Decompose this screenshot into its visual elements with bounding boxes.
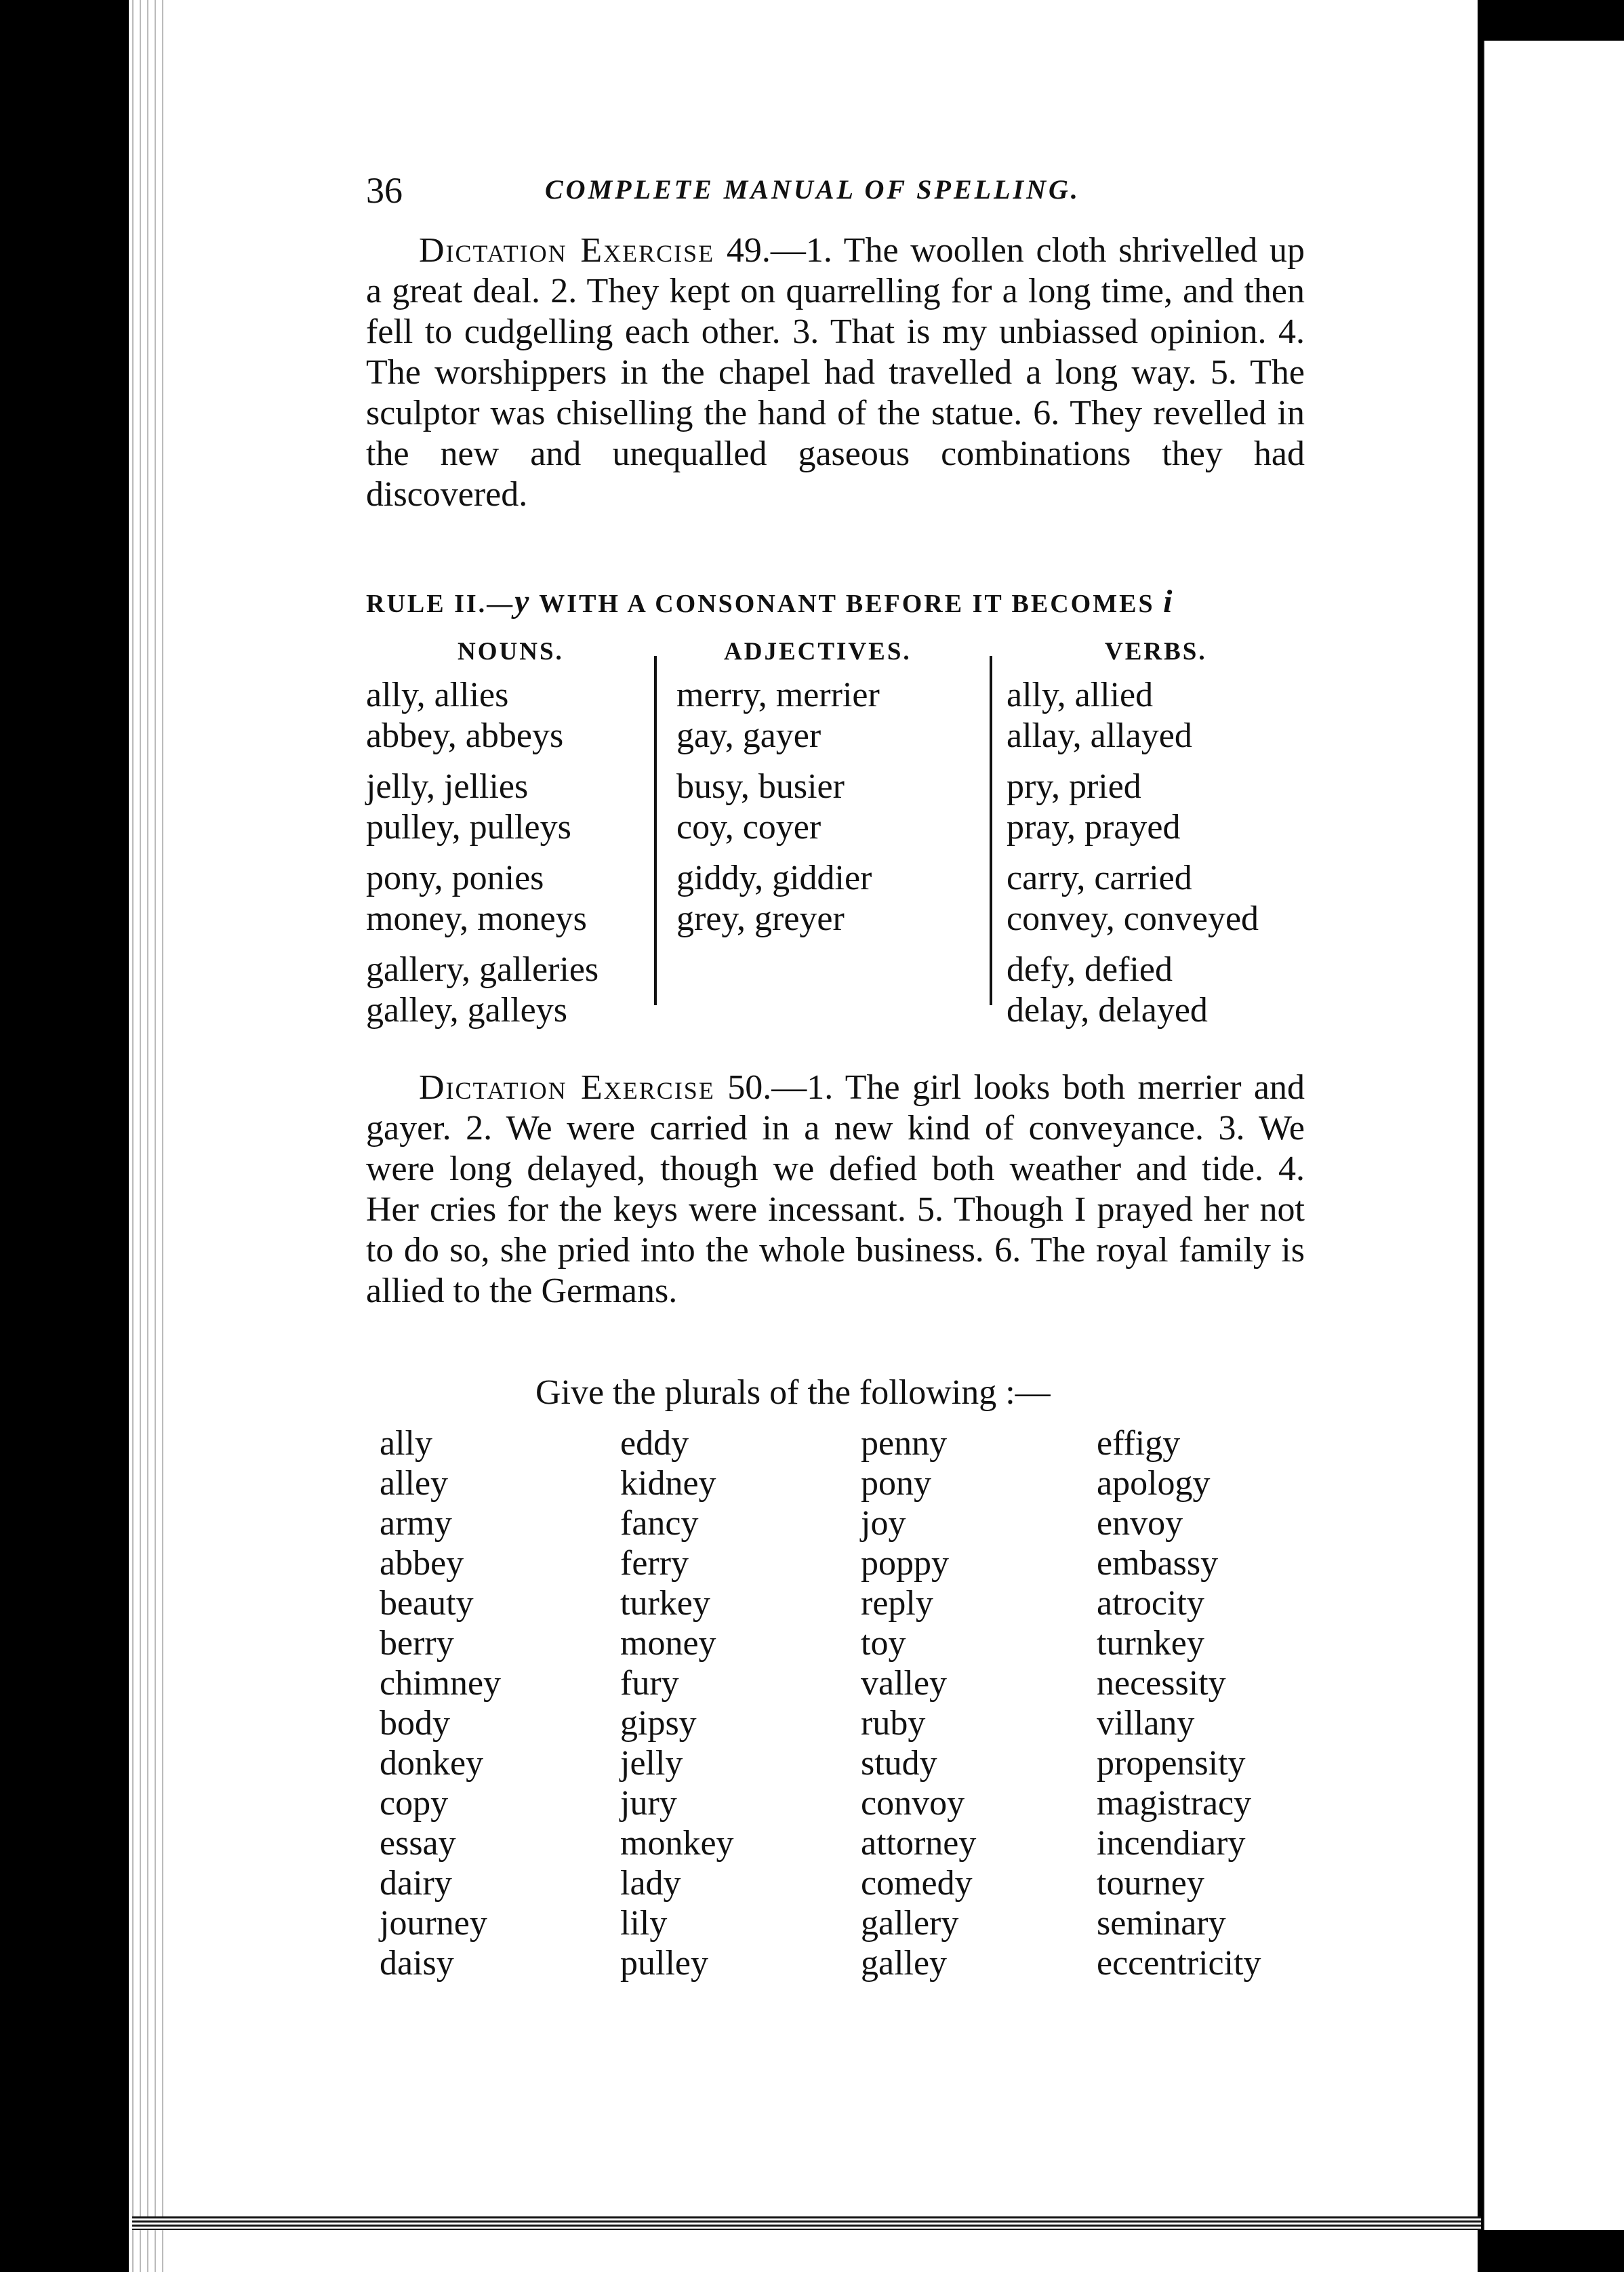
page-stack-left-edge — [129, 0, 167, 2272]
plural-word: magistracy — [1097, 1784, 1252, 1823]
plural-word: toy — [861, 1624, 906, 1663]
plural-word: seminary — [1097, 1904, 1226, 1943]
plurals-column-4 — [1097, 1423, 1261, 1983]
plural-word: donkey — [380, 1744, 484, 1783]
column-divider — [654, 656, 657, 1005]
dictation-exercise-49 — [366, 230, 1305, 515]
plural-word: ally — [380, 1424, 432, 1463]
plural-word: jelly — [620, 1744, 683, 1783]
plural-word: turkey — [620, 1584, 710, 1623]
plural-word: turnkey — [1097, 1624, 1204, 1663]
exercise-49-text: 49.—1. The woollen cloth shrivelled up a great deal. 2. They kept on quarrelling for a long time, and then fell to cudgelling each other. 3. That is my unbiassed opinion. 4. The worshippers in the chapel had travelled a long way. 5. The sculptor was chiselling the hand of the statue. 6. They revelled in the new and unequalled gaseous combinations they had discovered. — [366, 231, 1305, 514]
plural-word: effigy — [1097, 1424, 1181, 1463]
plurals-column-1 — [380, 1423, 501, 1983]
plural-word: army — [380, 1504, 452, 1543]
plural-word: journey — [380, 1904, 487, 1943]
plural-word: villany — [1097, 1704, 1195, 1743]
plural-word: eddy — [620, 1424, 689, 1463]
plural-word: tourney — [1097, 1864, 1204, 1903]
plural-word: copy — [380, 1784, 449, 1823]
plural-word: beauty — [380, 1584, 474, 1623]
plural-word: ferry — [620, 1544, 689, 1583]
plural-word: poppy — [861, 1544, 949, 1583]
rule-examples-table — [366, 637, 1305, 1044]
plural-word: abbey — [380, 1544, 464, 1583]
exercise-50-text: 50.—1. The girl looks both merrier and gayer. 2. We were carried in a new kind of conveyance. 3. We were long delayed, though we defied both weather and tide. 4. Her cries for the keys were incessant. 5. Though I prayed her not to do so, she pried into the whole business. 6. The royal family is allied to the Germans. — [366, 1068, 1305, 1310]
plural-word: gipsy — [620, 1704, 697, 1743]
plurals-column-2 — [620, 1423, 734, 1983]
plural-word: study — [861, 1744, 937, 1783]
adjectives-header: ADJECTIVES. — [724, 638, 912, 666]
plural-word: apology — [1097, 1464, 1211, 1503]
running-title: COMPLETE MANUAL OF SPELLING. — [545, 174, 1080, 205]
adjectives-column: ADJECTIVES. merry, merrier gay, gayer busy, busier coy, coyer giddy, giddier grey, greyer — [676, 637, 975, 939]
plural-word: jury — [620, 1784, 677, 1823]
plural-word: pulley — [620, 1944, 708, 1983]
rule-heading: RULE II.—y WITH A CONSONANT BEFORE IT BECOMES i — [366, 584, 1175, 620]
plural-word: daisy — [380, 1944, 454, 1983]
plural-word: lady — [620, 1864, 681, 1903]
plural-word: penny — [861, 1424, 948, 1463]
plural-word: ruby — [861, 1704, 926, 1743]
plural-word: attorney — [861, 1824, 977, 1863]
plural-word: necessity — [1097, 1664, 1226, 1703]
plural-word: gallery — [861, 1904, 959, 1943]
plurals-column-3 — [861, 1423, 976, 1983]
plural-word: embassy — [1097, 1544, 1219, 1583]
verbs-header: VERBS. — [1105, 638, 1207, 666]
plural-word: berry — [380, 1624, 454, 1663]
plural-word: envoy — [1097, 1504, 1183, 1543]
exercise-50-label: Dictation Exercise — [419, 1068, 715, 1107]
plural-word: galley — [861, 1944, 948, 1983]
plural-word: pony — [861, 1464, 931, 1503]
page-number: 36 — [366, 170, 403, 211]
plural-word: convoy — [861, 1784, 965, 1823]
plural-word: chimney — [380, 1664, 502, 1703]
exercise-49-label: Dictation Exercise — [419, 231, 715, 270]
plural-word: alley — [380, 1464, 449, 1503]
plural-word: incendiary — [1097, 1824, 1246, 1863]
plural-word: atrocity — [1097, 1584, 1204, 1623]
plural-word: essay — [380, 1824, 456, 1863]
plural-word: monkey — [620, 1824, 734, 1863]
plural-word: reply — [861, 1584, 933, 1623]
column-divider — [990, 656, 992, 1005]
plurals-heading: Give the plurals of the following :— — [535, 1373, 1051, 1412]
nouns-column: NOUNS. ally, allies abbey, abbeys jelly, jellies pulley, pulleys pony, ponies money, moneys gallery, galleries galley, galleys — [366, 637, 651, 1031]
plural-word: comedy — [861, 1864, 973, 1903]
nouns-header: NOUNS. — [458, 638, 564, 666]
plural-word: body — [380, 1704, 450, 1743]
running-header — [366, 169, 1305, 224]
plural-word: eccentricity — [1097, 1944, 1261, 1983]
plural-word: kidney — [620, 1464, 716, 1503]
plural-word: fury — [620, 1664, 679, 1703]
plural-word: propensity — [1097, 1744, 1246, 1783]
plural-word: joy — [861, 1504, 906, 1543]
plural-word: lily — [620, 1904, 668, 1943]
plural-word: money — [620, 1624, 716, 1663]
dictation-exercise-50 — [366, 1068, 1305, 1312]
page-stack-bottom-edge — [132, 2216, 1481, 2230]
plural-word: valley — [861, 1664, 948, 1703]
plural-word: dairy — [380, 1864, 452, 1903]
plural-word: fancy — [620, 1504, 699, 1543]
facing-page-edge — [1484, 41, 1624, 2230]
verbs-column: VERBS. ally, allied allay, allayed pry, pried pray, prayed carry, carried convey, conveyed defy, defied delay, delayed — [1007, 637, 1305, 1031]
